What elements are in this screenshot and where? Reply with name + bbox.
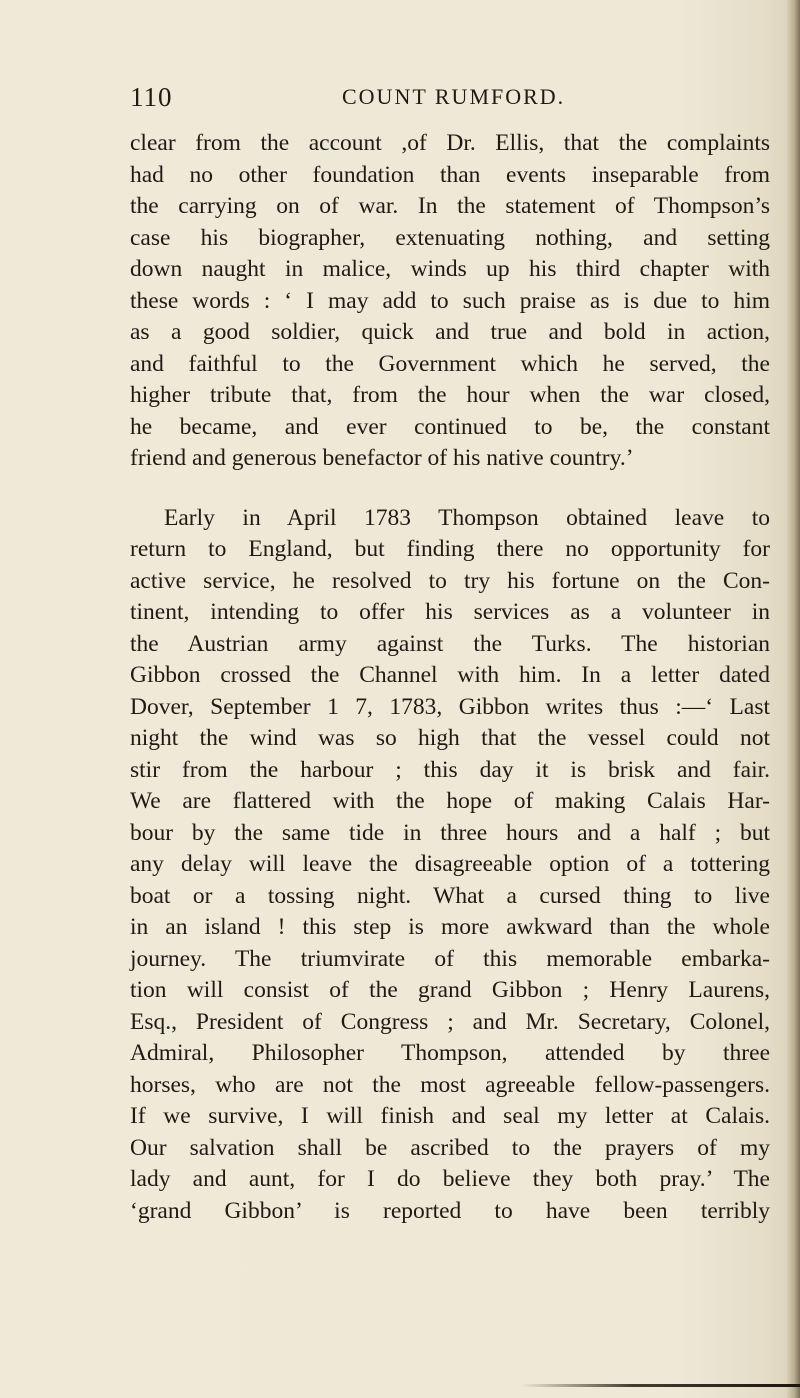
text-line: Admiral, Philosopher Thompson, attended by three: [130, 1040, 770, 1066]
text-line: Our salvation shall be ascribed to the prayers of my: [130, 1134, 770, 1161]
text-line: had no other foundation than events inseparable from: [130, 161, 770, 188]
text-line: active service, he resolved to try his fortune on the Con-: [130, 567, 770, 594]
text-line: stir from the harbour ; this day it is brisk and fair.: [130, 756, 770, 783]
text-line: the Austrian army against the Turks. The historian: [130, 630, 770, 657]
text-line: boat or a tossing night. What a cursed thing to live: [130, 882, 770, 909]
text-line: any delay will leave the disagreeable option of a tottering: [130, 851, 770, 877]
text-line: clear from the account ,of Dr. Ellis, that the complaints: [130, 130, 770, 156]
text-line: ‘grand Gibbon’ is reported to have been terribly: [130, 1197, 770, 1224]
text-line: the carrying on of war. In the statement of Thompson’s: [130, 193, 770, 219]
text-line: higher tribute that, from the hour when the war closed,: [130, 382, 770, 408]
text-line: tion will consist of the grand Gibbon ; Henry Laurens,: [130, 977, 770, 1003]
paragraph-gap: [130, 475, 770, 503]
page-header: [130, 82, 770, 116]
text-line: We are flattered with the hope of making Calais Har-: [130, 788, 770, 814]
text-line: friend and generous benefactor of his native country.’: [130, 445, 634, 471]
paragraph-2: [130, 503, 770, 1228]
bottom-edge-shadow: [520, 1384, 800, 1387]
text-line: Early in April 1783 Thompson obtained leave to: [164, 504, 770, 531]
text-line: case his biographer, extenuating nothing, and setting: [130, 224, 770, 251]
text-line: as a good soldier, quick and true and bold in action,: [130, 319, 770, 345]
text-line: he became, and ever continued to be, the constant: [130, 413, 770, 440]
text-line: journey. The triumvirate of this memorable embarka-: [130, 945, 770, 972]
body-text: [130, 128, 770, 1227]
text-line: bour by the same tide in three hours and a half ; but: [130, 819, 770, 846]
page-number: 110: [130, 82, 173, 112]
text-line: return to England, but finding there no opportunity for: [130, 536, 770, 562]
text-line: If we survive, I will finish and seal my letter at Calais.: [130, 1103, 770, 1129]
text-line: these words : ‘ I may add to such praise as is due to him: [130, 287, 770, 314]
text-line: Esq., President of Congress ; and Mr. Secretary, Colonel,: [130, 1008, 770, 1035]
text-line: and faithful to the Government which he served, the: [130, 350, 770, 377]
paragraph-1: [130, 128, 770, 475]
text-line: tinent, intending to offer his services as a volunteer in: [130, 599, 770, 625]
text-line: night the wind was so high that the vessel could not: [130, 725, 770, 751]
text-line: Dover, September 1 7, 1783, Gibbon writes thus :—‘ Last: [130, 693, 770, 720]
text-line: down naught in malice, winds up his third chapter with: [130, 256, 770, 282]
text-line: horses, who are not the most agreeable fellow-passengers.: [130, 1071, 770, 1098]
running-head: COUNT RUMFORD.: [342, 84, 566, 109]
text-line: Gibbon crossed the Channel with him. In a letter dated: [130, 662, 770, 688]
text-line: in an island ! this step is more awkward than the whole: [130, 914, 770, 940]
page-edge-shadow: [786, 0, 800, 1398]
text-line: lady and aunt, for I do believe they both pray.’ The: [130, 1166, 770, 1192]
